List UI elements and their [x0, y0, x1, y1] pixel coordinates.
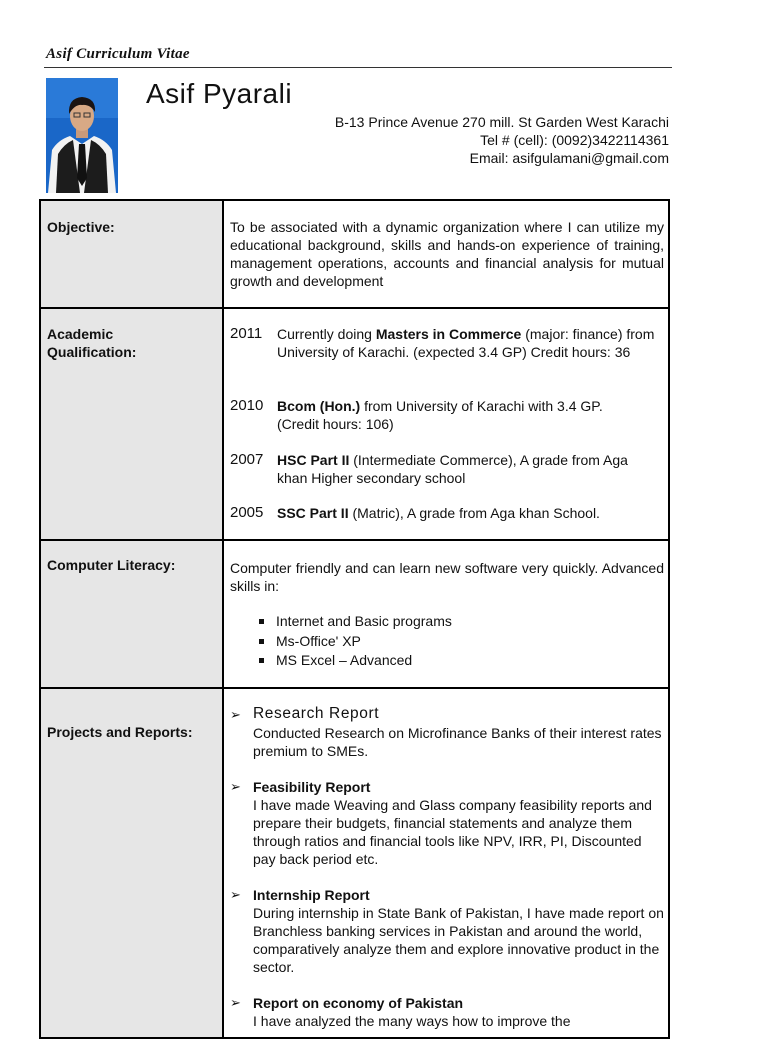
computer-literacy-intro: Computer friendly and can learn new software very quickly. Advanced skills in:	[230, 560, 664, 594]
arrow-bullet-icon: ➢	[230, 779, 241, 794]
address-line: B-13 Prince Avenue 270 mill. St Garden West Karachi	[334, 114, 669, 130]
qualification-degree: Masters in Commerce	[375, 326, 522, 342]
project-title: Report on economy of Pakistan	[253, 995, 464, 1011]
skill-item: Internet and Basic programs	[257, 612, 452, 632]
qualification-year: 2010	[230, 397, 264, 414]
arrow-bullet-icon: ➢	[230, 707, 241, 722]
column-divider	[222, 201, 224, 1037]
project-title: Feasibility Report	[253, 779, 371, 795]
row-divider	[41, 539, 668, 541]
row-divider	[41, 687, 668, 689]
projects-label: Projects and Reports:	[47, 724, 193, 740]
profile-photo-image	[46, 78, 118, 193]
qualification-detail: from University of Karachi with 3.4 GP. (Credit hours: 106)	[277, 398, 603, 432]
qualification-text	[277, 504, 667, 522]
qualification-text	[277, 397, 622, 433]
qualification-detail: (Matric), A grade from Aga khan School.	[348, 505, 600, 521]
project-title: Research Report	[253, 705, 380, 722]
objective-label: Objective:	[47, 219, 115, 235]
skill-item: MS Excel – Advanced	[257, 651, 452, 671]
cv-table	[39, 199, 670, 1039]
qualification-text	[277, 451, 652, 487]
qualification-detail: (major: finance) from University of Karachi. (expected 3.4 GP) Credit hours: 36	[277, 326, 655, 360]
arrow-bullet-icon: ➢	[230, 887, 241, 902]
qualification-text	[277, 325, 667, 361]
contact-block	[335, 113, 669, 167]
arrow-bullet-icon: ➢	[230, 995, 241, 1010]
phone-line: Tel # (cell): (0092)3422114361	[480, 132, 669, 148]
qualification-degree: SSC Part II	[277, 505, 349, 521]
qualification-pre: Currently doing	[277, 326, 376, 342]
project-description: Conducted Research on Microfinance Banks of their interest rates premium to SMEs.	[253, 725, 662, 759]
skills-list	[257, 612, 452, 671]
candidate-name: Asif Pyarali	[146, 78, 293, 109]
computer-literacy-label: Computer Literacy:	[47, 557, 176, 573]
qualification-degree: Bcom (Hon.)	[277, 398, 361, 414]
project-description: During internship in State Bank of Pakistan, I have made report on Branchless banking services in Pakistan and around the world, comparatively analyze them and explore innovative product in the sector.	[253, 905, 664, 975]
email-line: Email: asifgulamani@gmail.com	[469, 150, 669, 166]
header-divider	[44, 67, 672, 68]
project-title: Internship Report	[253, 887, 370, 903]
skill-item: Ms-Office' XP	[257, 632, 452, 652]
qualification-degree: HSC Part II	[277, 452, 350, 468]
qualification-year: 2007	[230, 451, 264, 468]
qualification-detail: (Intermediate Commerce), A grade from Aga khan Higher secondary school	[277, 452, 628, 486]
profile-photo	[46, 78, 118, 193]
row-divider	[41, 307, 668, 309]
qualification-year: 2005	[230, 504, 264, 521]
academic-label: Academic Qualification:	[47, 326, 137, 360]
objective-text: To be associated with a dynamic organization where I can utilize my educational background, skills and hands-on experience of training, management operations, accounts and financial analysis for mutual growth and development	[230, 219, 664, 289]
project-description: I have made Weaving and Glass company feasibility reports and prepare their budgets, financial statements and analyze them through ratios and financial tools like NPV, IRR, PI, Discounted pay back period etc.	[253, 797, 652, 867]
document-header-title: Asif Curriculum Vitae	[46, 46, 190, 62]
project-description: I have analyzed the many ways how to improve the	[253, 1013, 571, 1029]
qualification-year: 2011	[230, 325, 263, 342]
